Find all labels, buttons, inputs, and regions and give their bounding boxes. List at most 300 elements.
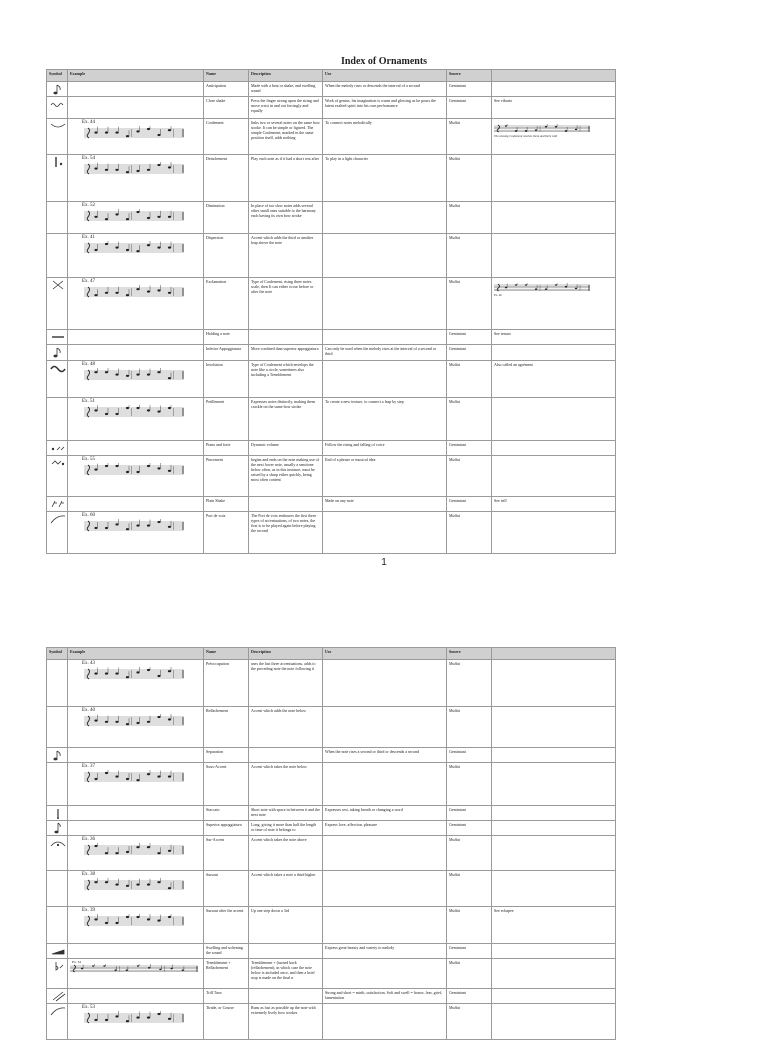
example-label: Ex. 40 [82,708,96,713]
example-cell [68,330,204,345]
source-cell: Geminiani [447,989,492,1004]
description-cell: Up one step down a 3rd [249,907,323,944]
source-cell: Geminiani [447,821,492,836]
name-cell: Préoccupation [204,660,249,707]
name-cell: Staccato [204,806,249,821]
music-staff-example [84,519,184,533]
source-cell: Geminiani [447,944,492,959]
notes-cell [492,871,616,907]
use-cell: To play in a light character [323,155,447,202]
example-cell [68,441,204,456]
example-cell [68,456,204,497]
use-cell: Work of genius, his imagination is warm and glowing as he pours the latent exalted spirit into his own performance [323,97,447,119]
table-header-row [47,648,616,660]
example-cell [68,660,204,707]
wavy-line-icon [49,98,67,110]
table-row [47,1004,616,1040]
description-cell: Long, giving it more than half the length or time of note it belongs to [249,821,323,836]
source-cell: Muffat [447,1004,492,1040]
symbol-cell [47,398,68,441]
slur-icon [49,120,67,132]
description-cell: More confined than superior appoggiatura [249,345,323,361]
page-number: 1 [381,557,387,568]
source-cell: Muffat [447,456,492,497]
column-header: Name [204,70,249,82]
table-row [47,456,616,497]
table-row [47,202,616,234]
source-cell: Muffat [447,512,492,554]
name-cell: Sursaut after the accent [204,907,249,944]
use-cell: Can only be used when the melody rises at the interval of a second or third [323,345,447,361]
grace-note-icon [49,822,67,834]
music-staff-example [84,914,184,928]
table-row [47,944,616,959]
example-cell [68,748,204,763]
table-row [47,821,616,836]
notes-cell: Also called an agrément [492,361,616,398]
notes-cell [492,456,616,497]
example-cell [68,234,204,278]
description-cell: Press the finger strong upon the string and move wrist in and out forcingly and equally [249,97,323,119]
description-cell [249,330,323,345]
column-header: Source [447,70,492,82]
music-staff-example [70,964,198,974]
table-row [47,748,616,763]
column-header [492,648,616,660]
table-header-row [47,70,616,82]
column-header: Description [249,648,323,660]
example-label: Ex. 48 [82,362,96,367]
use-cell: When the note rises a second or third or descends a second [323,748,447,763]
music-staff-example [84,162,184,176]
column-header: Symbol [47,648,68,660]
description-cell: Expresses notes distinctly, making them crackle on the same bow stroke [249,398,323,441]
notes-cell [492,944,616,959]
use-cell [323,763,447,806]
table-row [47,512,616,554]
music-staff-example [84,241,184,255]
notes-cell [492,989,616,1004]
symbol-cell [47,82,68,97]
notes-cell: See trill [492,497,616,512]
symbol-cell [47,907,68,944]
use-cell: To create a new texture, to connect a leap by step [323,398,447,441]
example-cell [68,345,204,361]
symbol-cell [47,871,68,907]
example-cell [68,836,204,871]
source-cell: Muffat [447,278,492,330]
symbol-cell [47,748,68,763]
music-staff-example [84,285,184,299]
source-cell: Geminiani [447,748,492,763]
use-cell [323,907,447,944]
use-cell: End of a phrase or musical idea [323,456,447,497]
description-cell [249,989,323,1004]
notes-cell [492,202,616,234]
symbol-cell [47,1004,68,1040]
notes-cell [492,821,616,836]
symbol-cell [47,806,68,821]
example-label: Ex. 36 [82,837,96,842]
use-cell: Expresses rest, taking breath or changing a word [323,806,447,821]
use-cell [323,959,447,989]
name-cell: Pincement [204,456,249,497]
example-cell [68,821,204,836]
symbol-cell [47,456,68,497]
table-row [47,959,616,989]
example-cell [68,989,204,1004]
name-cell: Involution [204,361,249,398]
example-cell [68,871,204,907]
use-cell: Express great beauty and variety to melody [323,944,447,959]
fermata-icon [49,837,67,849]
example-cell [68,959,204,989]
description-cell: Made with a beat or shake, and swelling sound [249,82,323,97]
table-row [47,82,616,97]
name-cell: Superior appoggiatura [204,821,249,836]
mordent-icon [49,457,67,469]
use-cell: Made on any note [323,497,447,512]
table-row [47,119,616,155]
ornament-index-table-page1 [46,69,616,554]
column-header: Example [68,648,204,660]
music-staff-example [84,209,184,223]
symbol-cell [47,97,68,119]
description-cell [249,497,323,512]
name-cell: Inferior Appoggiatura [204,345,249,361]
symbol-cell [47,707,68,748]
music-staff-example [84,405,184,419]
source-cell: Muffat [447,871,492,907]
notes-cell [492,512,616,554]
description-cell: uses the last three accentuations, adds to the preceding note the note following it [249,660,323,707]
symbol-cell [47,330,68,345]
description-cell: Accent which adds the third or another leap above the note [249,234,323,278]
ornament-index-table-page2 [46,647,616,1040]
symbol-cell [47,155,68,202]
example-label: Ex. 53 [82,1005,96,1010]
notes-cell: See echapee [492,907,616,944]
source-cell: Muffat [447,155,492,202]
description-cell: begins and ends on the note making use of the next lower note, usually a semitone below often, as in this instance, must be raised by a sharp either quickly, being most often content [249,456,323,497]
name-cell: Piano and forte [204,441,249,456]
table-row [47,707,616,748]
source-cell: Geminiani [447,497,492,512]
example-label: Ex. 39 [82,908,96,913]
example-label: Ex. 51 [82,399,96,404]
notes-cell [492,806,616,821]
eighth-note-icon [49,346,67,358]
symbol-cell [47,497,68,512]
stroke-dot-icon [49,156,67,168]
name-cell: Holding a note [204,330,249,345]
symbol-cell [47,441,68,456]
example-cell [68,707,204,748]
description-cell: Dynamic volume [249,441,323,456]
notes-cell [492,119,616,155]
source-cell: Geminiani [447,82,492,97]
example-label: Ex. 60 [82,513,96,518]
column-header: Use [323,70,447,82]
description-cell: Tremblement + (turned back (rellachement), in which case the note below is included once, and then a brief stop is made on the final n [249,959,323,989]
notes-cell [492,836,616,871]
name-cell: Tirade, or Course [204,1004,249,1040]
staccato-icon [49,807,67,819]
notes-cell [492,707,616,748]
example-label: Ex. 54 [82,156,96,161]
music-staff-example [84,878,184,892]
name-cell: Separation [204,748,249,763]
column-header: Name [204,648,249,660]
column-header [492,70,616,82]
symbol-cell [47,119,68,155]
symbol-cell [47,821,68,836]
music-staff-example [84,667,184,681]
name-cell: Petillement [204,398,249,441]
example-label: Ex. 38 [82,872,96,877]
dash-icon [49,331,67,343]
source-cell: Muffat [447,119,492,155]
example-cell [68,806,204,821]
use-cell [323,707,447,748]
symbol-cell [47,361,68,398]
source-cell: Geminiani [447,806,492,821]
source-cell: Geminiani [447,97,492,119]
example-label: Ex. 34 [72,960,82,964]
name-cell: Swelling and softening the sound [204,944,249,959]
trill-icon [49,498,67,510]
hairpin-icon [49,945,67,957]
turn-icon [49,362,67,374]
notes-cell [492,763,616,806]
description-cell: Accent which takes the note below [249,763,323,806]
example-cell [68,944,204,959]
table-row [47,441,616,456]
notes-cell [492,959,616,989]
use-cell [323,330,447,345]
table-row [47,907,616,944]
name-cell: Sursaut [204,871,249,907]
example-cell [68,398,204,441]
use-cell: Express love, affection, pleasure [323,821,447,836]
notes-cell [492,398,616,441]
example-cell [68,119,204,155]
music-staff-example [84,463,184,477]
source-cell: Muffat [447,234,492,278]
name-cell: Exclamation [204,278,249,330]
example-cell [68,82,204,97]
notes-text: The ensuing Coulement reaches these and there with [494,134,558,138]
use-cell: Follow the rising and falling of voice [323,441,447,456]
music-staff-example [494,124,590,134]
column-header: Description [249,70,323,82]
source-cell: Muffat [447,907,492,944]
description-cell: Short note with space in between it and the next note [249,806,323,821]
notes-cell [492,155,616,202]
table-row [47,361,616,398]
column-header: Use [323,648,447,660]
use-cell [323,512,447,554]
example-cell [68,361,204,398]
notes-cell [492,441,616,456]
source-cell: Muffat [447,361,492,398]
description-cell: Runs as fast as possible up the note with extremely lively bow strokes [249,1004,323,1040]
name-cell: Close shake [204,97,249,119]
symbol-cell [47,944,68,959]
table-row [47,398,616,441]
notes-cell [492,748,616,763]
table-row [47,660,616,707]
example-label: Ex. 37 [82,764,96,769]
description-cell [249,748,323,763]
description-cell: Type of Coulement, rising three notes scale, then It can either occur before or after the note [249,278,323,330]
eighth-note-icon [49,749,67,761]
column-header: Example [68,70,204,82]
example-cell [68,97,204,119]
symbol-cell [47,836,68,871]
column-header: Symbol [47,70,68,82]
example-cell [68,278,204,330]
table-row [47,836,616,871]
name-cell: Tremblement + Rellachement [204,959,249,989]
table-row [47,155,616,202]
eighth-note-icon [49,83,67,95]
table-row [47,330,616,345]
name-cell: Trill Turn [204,989,249,1004]
example-label: Ex. 44 [82,120,96,125]
use-cell: Strong and short = mirth, satisfaction. Soft and swell = horror, fear, grief, lamentation [323,989,447,1004]
music-staff-example [494,283,590,293]
symbol-cell [47,763,68,806]
description-cell: Play each note as if it had a short rest after [249,155,323,202]
name-cell: Detachement [204,155,249,202]
description-cell [249,944,323,959]
music-staff-example [84,714,184,728]
name-cell: Sous-Accent [204,763,249,806]
use-cell [323,660,447,707]
name-cell: Plain Shake [204,497,249,512]
source-cell: Muffat [447,836,492,871]
notes-cell: See vibrato [492,97,616,119]
name-cell: Sur-Accent [204,836,249,871]
source-cell: Muffat [447,202,492,234]
description-cell: links two or several notes on the same bow stroke. It can be simple or figured. The simple Coulement, marked in the same position itself, adds nothing [249,119,323,155]
example-cell [68,155,204,202]
rising-line-icon [49,1005,67,1017]
music-staff-example [84,126,184,140]
source-cell: Muffat [447,959,492,989]
symbol-cell [47,959,68,989]
source-cell: Geminiani [447,345,492,361]
notes-cell [492,345,616,361]
description-cell: In place of too slow notes adds several other small ones suitable to the harmony each having its own bow stroke [249,202,323,234]
notes-cell [492,1004,616,1040]
music-staff-example [84,843,184,857]
trill-flat-icon [49,960,67,972]
symbol-cell [47,512,68,554]
name-cell: Dispersion [204,234,249,278]
symbol-cell [47,202,68,234]
name-cell: Anticipation [204,82,249,97]
table-row [47,234,616,278]
notes-cell: See tenuto [492,330,616,345]
symbol-cell [47,234,68,278]
rising-line-icon [49,513,67,525]
music-staff-example [84,368,184,382]
table-row [47,806,616,821]
name-cell: Rellachement [204,707,249,748]
use-cell [323,836,447,871]
use-cell: When the melody rises or descends the interval of a second [323,82,447,97]
use-cell [323,871,447,907]
table-row [47,97,616,119]
notes-cell [492,278,616,330]
page-title: Index of Ornaments [340,56,428,67]
notes-cell [492,82,616,97]
cross-arrows-icon [49,279,67,291]
example-label: Ex. 55 [82,457,96,462]
description-cell: The Port de voix embraces the first three types of accentuations, of two notes, the first is to be played again before playing the second [249,512,323,554]
source-cell: Geminiani [447,441,492,456]
table-row [47,871,616,907]
name-cell: Diminution [204,202,249,234]
use-cell [323,202,447,234]
slash-icon [49,990,67,1002]
description-cell: Accent which adds the note below [249,707,323,748]
example-cell [68,202,204,234]
symbol-cell [47,278,68,330]
notes-text: Ex. 46 [494,293,502,297]
notes-cell [492,660,616,707]
source-cell: Muffat [447,707,492,748]
name-cell: Port de voix [204,512,249,554]
use-cell [323,361,447,398]
source-cell: Muffat [447,660,492,707]
source-cell: Muffat [447,398,492,441]
source-cell: Geminiani [447,330,492,345]
example-cell [68,512,204,554]
example-label: Ex. 43 [82,661,96,666]
source-cell: Muffat [447,763,492,806]
description-cell: Accent which takes a note a third higher [249,871,323,907]
symbol-cell [47,345,68,361]
description-cell: Type of Coulement which envelops the note like a circle, sometimes also including a Tremblement [249,361,323,398]
column-header: Source [447,648,492,660]
example-cell [68,1004,204,1040]
symbol-cell [47,989,68,1004]
table-row [47,497,616,512]
example-label: Ex. 47 [82,279,96,284]
music-staff-example [84,770,184,784]
table-row [47,278,616,330]
notes-cell [492,234,616,278]
table-row [47,763,616,806]
use-cell [323,1004,447,1040]
description-cell: Accent which takes the note above [249,836,323,871]
example-cell [68,907,204,944]
use-cell [323,234,447,278]
use-cell: To connect notes melodically [323,119,447,155]
symbol-cell [47,660,68,707]
table-row [47,345,616,361]
example-label: Ex. 41 [82,235,96,240]
name-cell: Coulement [204,119,249,155]
music-staff-example [84,1011,184,1025]
use-cell [323,278,447,330]
example-cell [68,497,204,512]
table-row [47,989,616,1004]
example-cell [68,763,204,806]
